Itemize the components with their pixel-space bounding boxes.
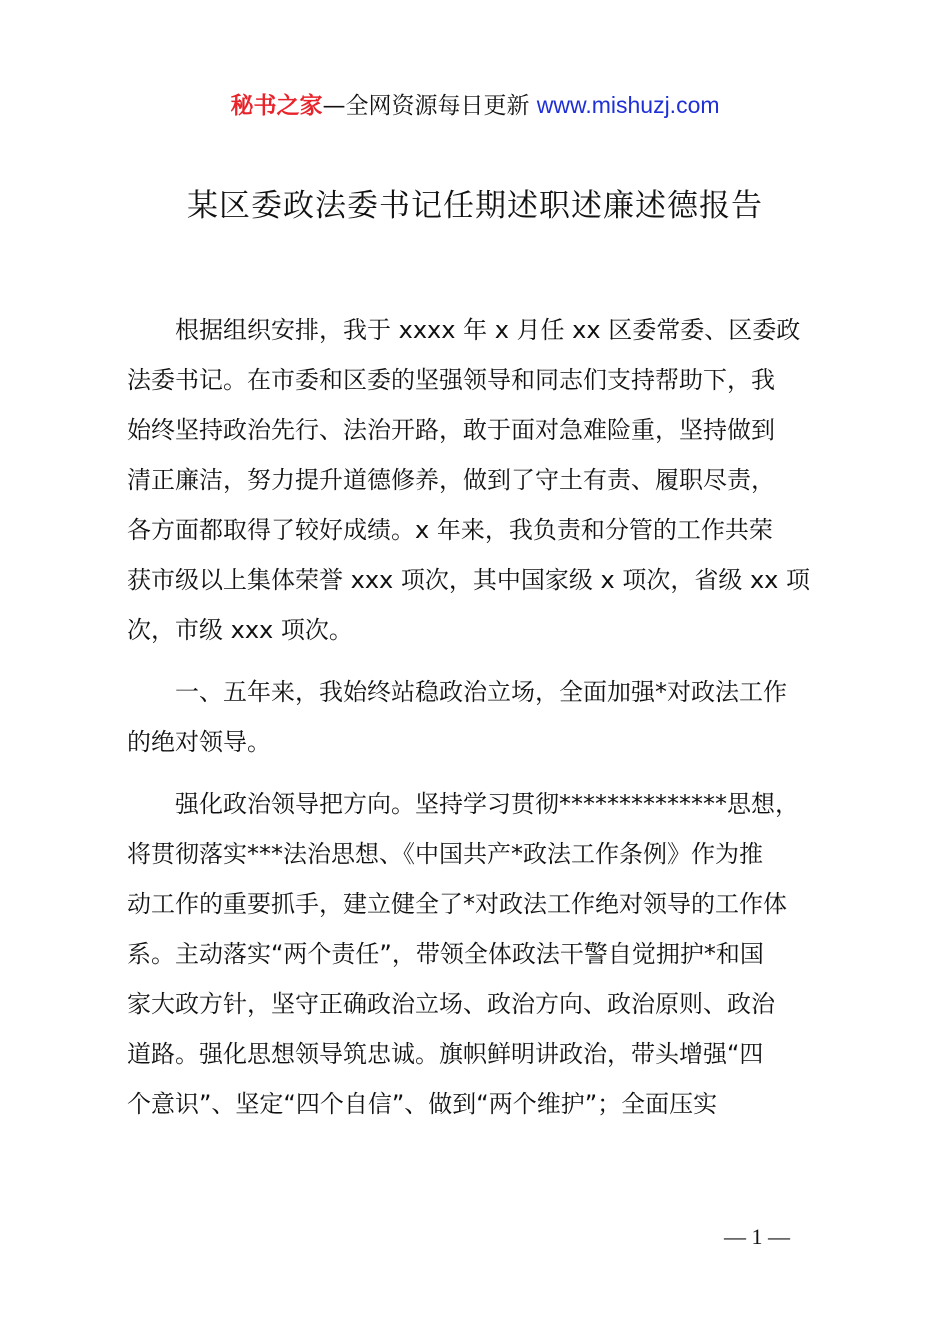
document-body xyxy=(127,305,837,1129)
document-title: 某区委政法委书记任期述职述廉述德报告 xyxy=(187,188,763,224)
heading-line: 一、五年来，我始终站稳政治立场，全面加强*对政法工作 xyxy=(127,678,787,706)
paragraph-line: 始终坚持政治先行、法治开路，敢于面对急难险重，坚持做到 xyxy=(127,416,775,444)
header-slogan: —全网资源每日更新 xyxy=(322,93,537,119)
paragraph-gap xyxy=(127,655,837,667)
paragraph-gap xyxy=(127,767,837,779)
section-heading-1 xyxy=(127,667,837,767)
paragraph-line: 根据组织安排，我于 xxxx 年 x 月任 xx 区委常委、区委政 xyxy=(127,316,801,344)
paragraph-line: 系。主动落实“两个责任”，带领全体政法干警自觉拥护*和国 xyxy=(127,940,764,968)
paragraph-line: 次，市级 xxx 项次。 xyxy=(127,616,353,644)
paragraph-line: 道路。强化思想领导筑忠诚。旗帜鲜明讲政治，带头增强“四 xyxy=(127,1040,764,1068)
paragraph-line: 动工作的重要抓手，建立健全了*对政法工作绝对领导的工作体 xyxy=(127,890,787,918)
paragraph-line: 各方面都取得了较好成绩。x 年来，我负责和分管的工作共荣 xyxy=(127,516,773,544)
paragraph-line: 法委书记。在市委和区委的坚强领导和同志们支持帮助下，我 xyxy=(127,366,775,394)
paragraph-line: 获市级以上集体荣誉 xxx 项次，其中国家级 x 项次，省级 xx 项 xyxy=(127,566,810,594)
site-url-link[interactable]: www.mishuzj.com xyxy=(536,92,720,118)
paragraph-political-leadership xyxy=(127,779,837,1129)
paragraph-intro xyxy=(127,305,837,655)
heading-line: 的绝对领导。 xyxy=(127,728,271,756)
paragraph-line: 个意识”、坚定“四个自信”、做到“两个维护”；全面压实 xyxy=(127,1090,718,1118)
paragraph-line: 清正廉洁，努力提升道德修养，做到了守土有责、履职尽责， xyxy=(127,466,775,494)
paragraph-line: 家大政方针，坚守正确政治立场、政治方向、政治原则、政治 xyxy=(127,990,775,1018)
paragraph-line: 将贯彻落实***法治思想、《中国共产*政法工作条例》作为推 xyxy=(127,840,763,868)
site-header xyxy=(0,88,950,123)
brand-name: 秘书之家 xyxy=(230,93,323,119)
page-number: — 1 — xyxy=(724,1224,790,1249)
paragraph-line: 强化政治领导把方向。坚持学习贯彻**************思想， xyxy=(127,790,799,818)
